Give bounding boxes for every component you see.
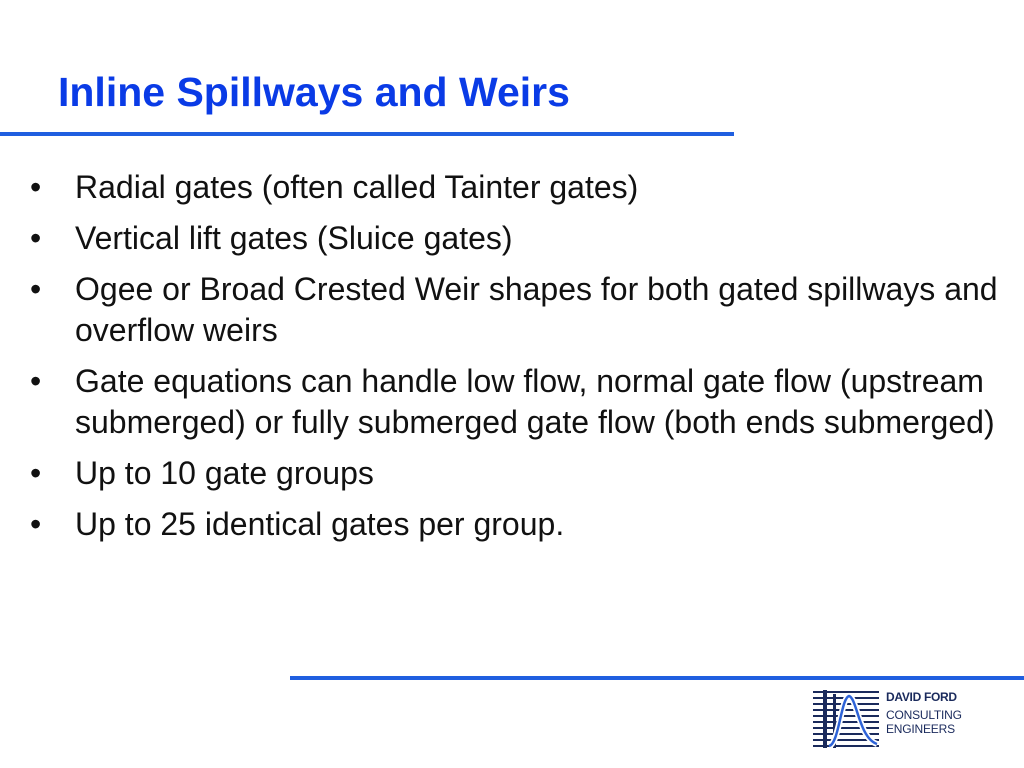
bullet-item (30, 453, 1005, 494)
bullet-text: Up to 10 gate groups (75, 455, 374, 491)
bullet-text: Ogee or Broad Crested Weir shapes for both gated spillways and overflow weirs (75, 271, 998, 348)
slide-title: Inline Spillways and Weirs (58, 69, 570, 115)
bullet-list (30, 167, 1005, 555)
bullet-text: Radial gates (often called Tainter gates) (75, 169, 639, 205)
logo-line-3: ENGINEERS (886, 722, 955, 736)
logo-wordmark (886, 690, 962, 736)
bullet-marker: • (30, 506, 42, 542)
bullet-text: Gate equations can handle low flow, normal gate flow (upstream submerged) or fully submerged gate flow (both ends submerged) (75, 363, 995, 440)
bullet-marker: • (30, 455, 42, 491)
title-divider (0, 132, 734, 136)
company-logo (811, 688, 961, 750)
bullet-marker: • (30, 169, 42, 205)
logo-line-1: DAVID FORD (886, 690, 957, 704)
footer-divider (290, 676, 1024, 680)
bullet-item (30, 269, 1005, 351)
hydrograph-logo-icon (811, 688, 881, 750)
bullet-marker: • (30, 220, 42, 256)
logo-line-2: CONSULTING (886, 708, 962, 722)
bullet-item (30, 167, 1005, 208)
bullet-item (30, 504, 1005, 545)
bullet-item (30, 361, 1005, 443)
bullet-marker: • (30, 271, 42, 307)
bullet-marker: • (30, 363, 42, 399)
bullet-item (30, 218, 1005, 259)
bullet-text: Up to 25 identical gates per group. (75, 506, 565, 542)
bullet-text: Vertical lift gates (Sluice gates) (75, 220, 513, 256)
